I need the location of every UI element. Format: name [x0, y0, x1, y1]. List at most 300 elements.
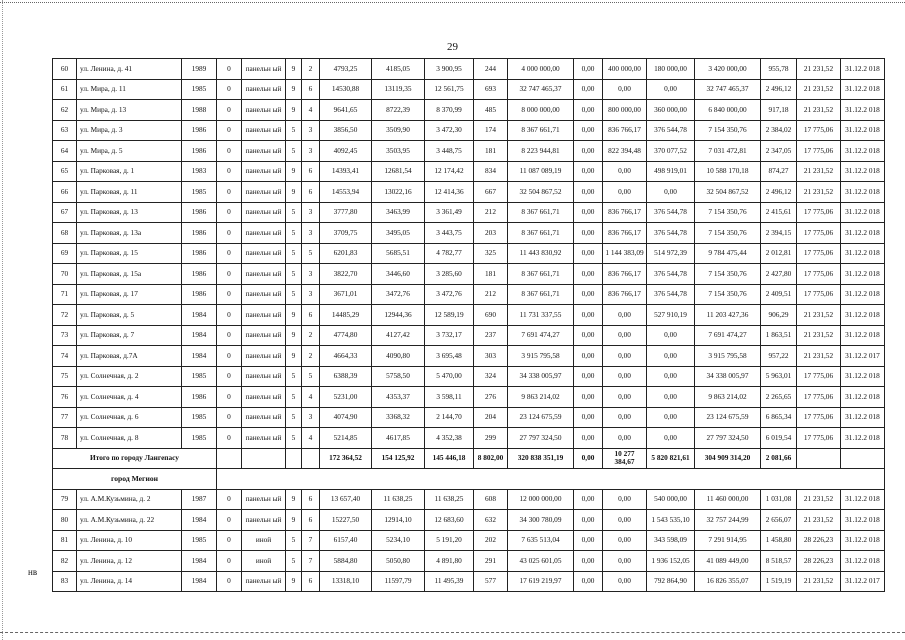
table-cell: 28 226,23: [797, 530, 841, 551]
table-cell: панельн ый: [242, 510, 286, 531]
table-cell: 0: [217, 120, 242, 141]
table-cell: 3 915 795,58: [508, 346, 574, 367]
table-cell: 836 766,17: [603, 223, 647, 244]
table-cell: 12 561,75: [425, 79, 474, 100]
table-cell: ул. Мира, д. 5: [77, 141, 182, 162]
table-cell: 6 865,34: [761, 407, 797, 428]
table-cell: 8 367 661,71: [508, 284, 574, 305]
table-row: [53, 223, 885, 244]
table-cell: 0,00: [574, 100, 603, 121]
table-cell: 14553,94: [320, 182, 372, 203]
table-cell: 31.12.2 018: [841, 79, 885, 100]
table-cell: 1986: [182, 387, 217, 408]
table-cell: 21 231,52: [797, 59, 841, 80]
table-cell: 632: [474, 510, 508, 531]
table-row: [53, 325, 885, 346]
table-cell: 21 231,52: [797, 182, 841, 203]
table-cell: 21 231,52: [797, 571, 841, 592]
table-row: [53, 428, 885, 449]
table-cell: 9: [286, 59, 302, 80]
table-cell: 0,00: [574, 243, 603, 264]
table-cell: 0: [217, 59, 242, 80]
table-row: [53, 551, 885, 572]
table-cell: панельн ый: [242, 100, 286, 121]
table-cell: 11 638,25: [372, 489, 425, 510]
total-row: [53, 448, 885, 469]
table-cell: 1984: [182, 571, 217, 592]
table-cell: 3472,76: [372, 284, 425, 305]
table-cell: 3 598,11: [425, 387, 474, 408]
table-cell: 17 619 219,97: [508, 571, 574, 592]
table-cell: 836 766,17: [603, 284, 647, 305]
table-cell: 31.12.2 018: [841, 366, 885, 387]
table-cell: 8 367 661,71: [508, 120, 574, 141]
table-cell: ул. А.М.Кузьмина, д. 2: [77, 489, 182, 510]
table-cell: 0,00: [647, 407, 695, 428]
table-cell: 43 025 601,05: [508, 551, 574, 572]
table-cell: 874,27: [761, 161, 797, 182]
table-cell: 13022,16: [372, 182, 425, 203]
table-cell: 7 691 474,27: [695, 325, 761, 346]
table-cell: 9 784 475,44: [695, 243, 761, 264]
table-cell: 9: [286, 100, 302, 121]
table-cell: ул. Парковая, д. 13: [77, 202, 182, 223]
footer-note: нв: [28, 567, 38, 577]
table-cell: 0,00: [574, 202, 603, 223]
table-cell: 0,00: [603, 346, 647, 367]
table-cell: 5050,80: [372, 551, 425, 572]
table-cell: 1989: [182, 59, 217, 80]
table-cell: 343 598,09: [647, 530, 695, 551]
section-row: [53, 469, 885, 490]
table-cell: 5 470,00: [425, 366, 474, 387]
total-value: 10 277 384,67: [603, 448, 647, 469]
table-cell: 2 347,05: [761, 141, 797, 162]
table-cell: 1984: [182, 346, 217, 367]
table-cell: 7 154 350,76: [695, 223, 761, 244]
table-cell: ул. Ленина, д. 10: [77, 530, 182, 551]
table-cell: 5: [286, 243, 302, 264]
table-cell: 6: [302, 571, 320, 592]
table-cell: 7 154 350,76: [695, 120, 761, 141]
table-cell: панельн ый: [242, 305, 286, 326]
table-cell: 31.12.2 018: [841, 551, 885, 572]
table-cell: 0,00: [574, 161, 603, 182]
table-cell: 836 766,17: [603, 120, 647, 141]
table-cell: 2 265,65: [761, 387, 797, 408]
table-cell: 0,00: [574, 387, 603, 408]
table-cell: панельн ый: [242, 120, 286, 141]
table-cell: 3: [302, 202, 320, 223]
table-cell: 3509,90: [372, 120, 425, 141]
table-cell: 31.12.2 018: [841, 120, 885, 141]
table-cell: 11 087 089,19: [508, 161, 574, 182]
table-cell: 77: [53, 407, 77, 428]
table-row: [53, 305, 885, 326]
table-cell: 1 543 535,10: [647, 510, 695, 531]
empty-cell: [242, 448, 286, 469]
table-cell: панельн ый: [242, 202, 286, 223]
table-cell: 3856,50: [320, 120, 372, 141]
table-cell: 11 203 427,36: [695, 305, 761, 326]
table-cell: 577: [474, 571, 508, 592]
table-cell: 0,00: [574, 141, 603, 162]
table-cell: ул. Парковая, д. 17: [77, 284, 182, 305]
table-cell: 0,00: [574, 79, 603, 100]
total-value: 172 364,52: [320, 448, 372, 469]
table-cell: 3: [302, 120, 320, 141]
table-cell: 3503,95: [372, 141, 425, 162]
table-cell: 17 775,06: [797, 120, 841, 141]
table-cell: 0: [217, 387, 242, 408]
table-cell: 1986: [182, 243, 217, 264]
table-cell: 4090,80: [372, 346, 425, 367]
table-cell: 9: [286, 305, 302, 326]
table-cell: 4074,90: [320, 407, 372, 428]
table-cell: 3: [302, 223, 320, 244]
table-cell: 2 427,80: [761, 264, 797, 285]
table-cell: 376 544,78: [647, 223, 695, 244]
table-cell: ул. Парковая, д. 15а: [77, 264, 182, 285]
table-cell: 836 766,17: [603, 202, 647, 223]
table-cell: 0: [217, 284, 242, 305]
table-row: [53, 161, 885, 182]
table-cell: 6201,83: [320, 243, 372, 264]
table-cell: 3: [302, 141, 320, 162]
table-cell: ул. Солнечная, д. 6: [77, 407, 182, 428]
table-cell: 32 504 867,52: [508, 182, 574, 203]
table-cell: 7: [302, 551, 320, 572]
table-cell: 9641,65: [320, 100, 372, 121]
table-cell: 540 000,00: [647, 489, 695, 510]
table-cell: 4127,42: [372, 325, 425, 346]
table-row: [53, 59, 885, 80]
table-cell: 1986: [182, 141, 217, 162]
table-cell: 14393,41: [320, 161, 372, 182]
table-cell: 0,00: [574, 305, 603, 326]
table-cell: 0: [217, 346, 242, 367]
table-cell: 67: [53, 202, 77, 223]
table-cell: 0,00: [603, 387, 647, 408]
table-cell: 21 231,52: [797, 161, 841, 182]
table-cell: 31.12.2 018: [841, 387, 885, 408]
table-cell: 0: [217, 366, 242, 387]
table-row: [53, 100, 885, 121]
table-cell: 5: [286, 551, 302, 572]
table-cell: 2 415,61: [761, 202, 797, 223]
table-cell: 16 826 355,07: [695, 571, 761, 592]
table-cell: 31.12.2 017: [841, 346, 885, 367]
table-cell: 72: [53, 305, 77, 326]
table-cell: панельн ый: [242, 243, 286, 264]
table-cell: 4092,45: [320, 141, 372, 162]
table-cell: 3777,80: [320, 202, 372, 223]
table-cell: 17 775,06: [797, 202, 841, 223]
table-cell: 17 775,06: [797, 264, 841, 285]
table-cell: 0: [217, 428, 242, 449]
table-cell: 0: [217, 510, 242, 531]
table-cell: 31.12.2 018: [841, 325, 885, 346]
table-cell: панельн ый: [242, 59, 286, 80]
table-cell: 4353,37: [372, 387, 425, 408]
table-cell: 376 544,78: [647, 264, 695, 285]
table-cell: 1985: [182, 530, 217, 551]
table-cell: 8 000 000,00: [508, 100, 574, 121]
table-cell: 181: [474, 264, 508, 285]
table-cell: 68: [53, 223, 77, 244]
table-cell: 3 472,30: [425, 120, 474, 141]
table-cell: 667: [474, 182, 508, 203]
table-cell: 1 863,51: [761, 325, 797, 346]
table-cell: 360 000,00: [647, 100, 695, 121]
table-cell: 17 775,06: [797, 223, 841, 244]
table-cell: 7 031 472,81: [695, 141, 761, 162]
table-cell: 180 000,00: [647, 59, 695, 80]
total-value: 2 081,66: [761, 448, 797, 469]
table-cell: 0,00: [574, 510, 603, 531]
table-cell: 0: [217, 79, 242, 100]
table-cell: 1986: [182, 120, 217, 141]
table-cell: панельн ый: [242, 571, 286, 592]
table-cell: 31.12.2 018: [841, 264, 885, 285]
table-cell: 12 000 000,00: [508, 489, 574, 510]
table-cell: 1986: [182, 264, 217, 285]
table-cell: 7 635 513,04: [508, 530, 574, 551]
table-cell: 9: [286, 182, 302, 203]
table-cell: 8 518,57: [761, 551, 797, 572]
table-cell: 21 231,52: [797, 325, 841, 346]
table-cell: 31.12.2 018: [841, 428, 885, 449]
empty-cell: [286, 448, 302, 469]
table-cell: 1984: [182, 305, 217, 326]
table-cell: 76: [53, 387, 77, 408]
table-cell: 12914,10: [372, 510, 425, 531]
table-cell: 8722,39: [372, 100, 425, 121]
table-cell: 0,00: [574, 346, 603, 367]
table-cell: 0: [217, 182, 242, 203]
table-cell: 370 077,52: [647, 141, 695, 162]
table-cell: 31.12.2 018: [841, 407, 885, 428]
table-cell: ул. Парковая, д. 15: [77, 243, 182, 264]
table-cell: 3463,99: [372, 202, 425, 223]
table-cell: 0,00: [647, 182, 695, 203]
table-cell: 32 747 465,37: [508, 79, 574, 100]
table-cell: панельн ый: [242, 346, 286, 367]
table-cell: 6: [302, 305, 320, 326]
table-cell: 0,00: [574, 407, 603, 428]
table-cell: 3446,60: [372, 264, 425, 285]
table-cell: 3 732,17: [425, 325, 474, 346]
table-cell: 31.12.2 018: [841, 161, 885, 182]
table-cell: 65: [53, 161, 77, 182]
table-cell: 7 291 914,95: [695, 530, 761, 551]
table-cell: 13 657,40: [320, 489, 372, 510]
table-cell: 0,00: [574, 182, 603, 203]
table-cell: 9: [286, 489, 302, 510]
table-cell: 1984: [182, 325, 217, 346]
table-cell: 2 384,02: [761, 120, 797, 141]
table-cell: 0,00: [647, 387, 695, 408]
table-row: [53, 264, 885, 285]
table-cell: 485: [474, 100, 508, 121]
table-cell: 78: [53, 428, 77, 449]
table-cell: 4: [302, 387, 320, 408]
table-cell: 0: [217, 305, 242, 326]
table-cell: 6157,40: [320, 530, 372, 551]
table-cell: 31.12.2 018: [841, 182, 885, 203]
table-cell: 3: [302, 407, 320, 428]
table-row: [53, 571, 885, 592]
table-cell: 376 544,78: [647, 120, 695, 141]
table-cell: 212: [474, 202, 508, 223]
table-cell: 17 775,06: [797, 387, 841, 408]
table-cell: 12 589,19: [425, 305, 474, 326]
table-cell: 31.12.2 018: [841, 202, 885, 223]
table-cell: 17 775,06: [797, 284, 841, 305]
table-cell: 0: [217, 530, 242, 551]
table-cell: 60: [53, 59, 77, 80]
table-cell: 13119,35: [372, 79, 425, 100]
table-cell: 6: [302, 510, 320, 531]
table-cell: 5234,10: [372, 530, 425, 551]
table-cell: 6: [302, 489, 320, 510]
table-cell: 0,00: [603, 305, 647, 326]
table-cell: 74: [53, 346, 77, 367]
table-cell: ул. Ленина, д. 12: [77, 551, 182, 572]
table-cell: 0,00: [574, 489, 603, 510]
table-cell: 28 226,23: [797, 551, 841, 572]
table-row: [53, 387, 885, 408]
table-cell: 6: [302, 79, 320, 100]
table-cell: 80: [53, 510, 77, 531]
table-cell: 2 409,51: [761, 284, 797, 305]
table-cell: 63: [53, 120, 77, 141]
table-cell: 376 544,78: [647, 284, 695, 305]
table-cell: 9: [286, 161, 302, 182]
table-cell: 1 458,80: [761, 530, 797, 551]
table-cell: 4: [302, 100, 320, 121]
table-cell: 4664,33: [320, 346, 372, 367]
table-cell: 5: [286, 264, 302, 285]
table-cell: 527 910,19: [647, 305, 695, 326]
table-cell: 957,22: [761, 346, 797, 367]
table-cell: 3368,32: [372, 407, 425, 428]
total-value: 304 909 314,20: [695, 448, 761, 469]
empty-cell: [797, 448, 841, 469]
table-row: [53, 530, 885, 551]
table-cell: 23 124 675,59: [695, 407, 761, 428]
table-cell: 31.12.2 018: [841, 223, 885, 244]
table-cell: 7: [302, 530, 320, 551]
table-cell: 3 900,95: [425, 59, 474, 80]
table-cell: 3: [302, 264, 320, 285]
table-cell: 276: [474, 387, 508, 408]
table-cell: 41 089 449,00: [695, 551, 761, 572]
top-edge-line: [0, 2, 905, 3]
table-cell: 66: [53, 182, 77, 203]
table-cell: 822 394,48: [603, 141, 647, 162]
table-cell: 834: [474, 161, 508, 182]
table-cell: 0,00: [574, 59, 603, 80]
table-cell: 14530,88: [320, 79, 372, 100]
table-cell: ул. А.М.Кузьмина, д. 22: [77, 510, 182, 531]
table-cell: панельн ый: [242, 366, 286, 387]
table-cell: 690: [474, 305, 508, 326]
table-cell: 4 782,77: [425, 243, 474, 264]
table-row: [53, 284, 885, 305]
left-edge-line: [2, 0, 3, 640]
table-row: [53, 346, 885, 367]
table-cell: 3 420 000,00: [695, 59, 761, 80]
table-cell: 21 231,52: [797, 510, 841, 531]
table-cell: ул. Парковая, д. 5: [77, 305, 182, 326]
table-cell: 0: [217, 202, 242, 223]
total-value: 5 820 821,61: [647, 448, 695, 469]
page-number: 29: [447, 41, 458, 53]
table-cell: 1985: [182, 428, 217, 449]
table-cell: 2 656,07: [761, 510, 797, 531]
table-cell: 2 144,70: [425, 407, 474, 428]
table-cell: 0,00: [574, 264, 603, 285]
table-cell: панельн ый: [242, 264, 286, 285]
table-cell: 836 766,17: [603, 264, 647, 285]
table-cell: 1984: [182, 551, 217, 572]
total-value: 0,00: [574, 448, 603, 469]
table-cell: 498 919,01: [647, 161, 695, 182]
table-cell: 17 775,06: [797, 366, 841, 387]
table-cell: панельн ый: [242, 79, 286, 100]
table-cell: 6 840 000,00: [695, 100, 761, 121]
table-cell: 2 496,12: [761, 79, 797, 100]
table-cell: 0,00: [603, 182, 647, 203]
table-cell: 14485,29: [320, 305, 372, 326]
table-cell: иной: [242, 551, 286, 572]
table-cell: 1 144 383,09: [603, 243, 647, 264]
table-cell: ул. Парковая, д. 7: [77, 325, 182, 346]
table-cell: 0: [217, 141, 242, 162]
table-cell: 17 775,06: [797, 428, 841, 449]
table-cell: 1985: [182, 79, 217, 100]
table-cell: 12 683,60: [425, 510, 474, 531]
table-cell: 11 495,39: [425, 571, 474, 592]
table-cell: 5: [286, 120, 302, 141]
table-cell: 174: [474, 120, 508, 141]
table-cell: 3 472,76: [425, 284, 474, 305]
total-value: 145 446,18: [425, 448, 474, 469]
table-cell: 955,78: [761, 59, 797, 80]
table-cell: 693: [474, 79, 508, 100]
table-cell: иной: [242, 530, 286, 551]
table-cell: 1985: [182, 366, 217, 387]
table-cell: 3 285,60: [425, 264, 474, 285]
total-value: 8 802,00: [474, 448, 508, 469]
total-label: Итого по городу Лангепасу: [53, 448, 217, 469]
table-row: [53, 510, 885, 531]
table-cell: ул. Парковая, д.7А: [77, 346, 182, 367]
table-cell: 0,00: [603, 407, 647, 428]
table-cell: 31.12.2 018: [841, 530, 885, 551]
table-cell: 9: [286, 510, 302, 531]
table-cell: 5: [286, 366, 302, 387]
table-cell: 1985: [182, 182, 217, 203]
housing-table: [52, 58, 885, 592]
table-cell: 21 231,52: [797, 489, 841, 510]
table-cell: 2 394,15: [761, 223, 797, 244]
table-cell: 12 414,36: [425, 182, 474, 203]
table-cell: 70: [53, 264, 77, 285]
table-cell: 202: [474, 530, 508, 551]
table-cell: 0,00: [574, 551, 603, 572]
